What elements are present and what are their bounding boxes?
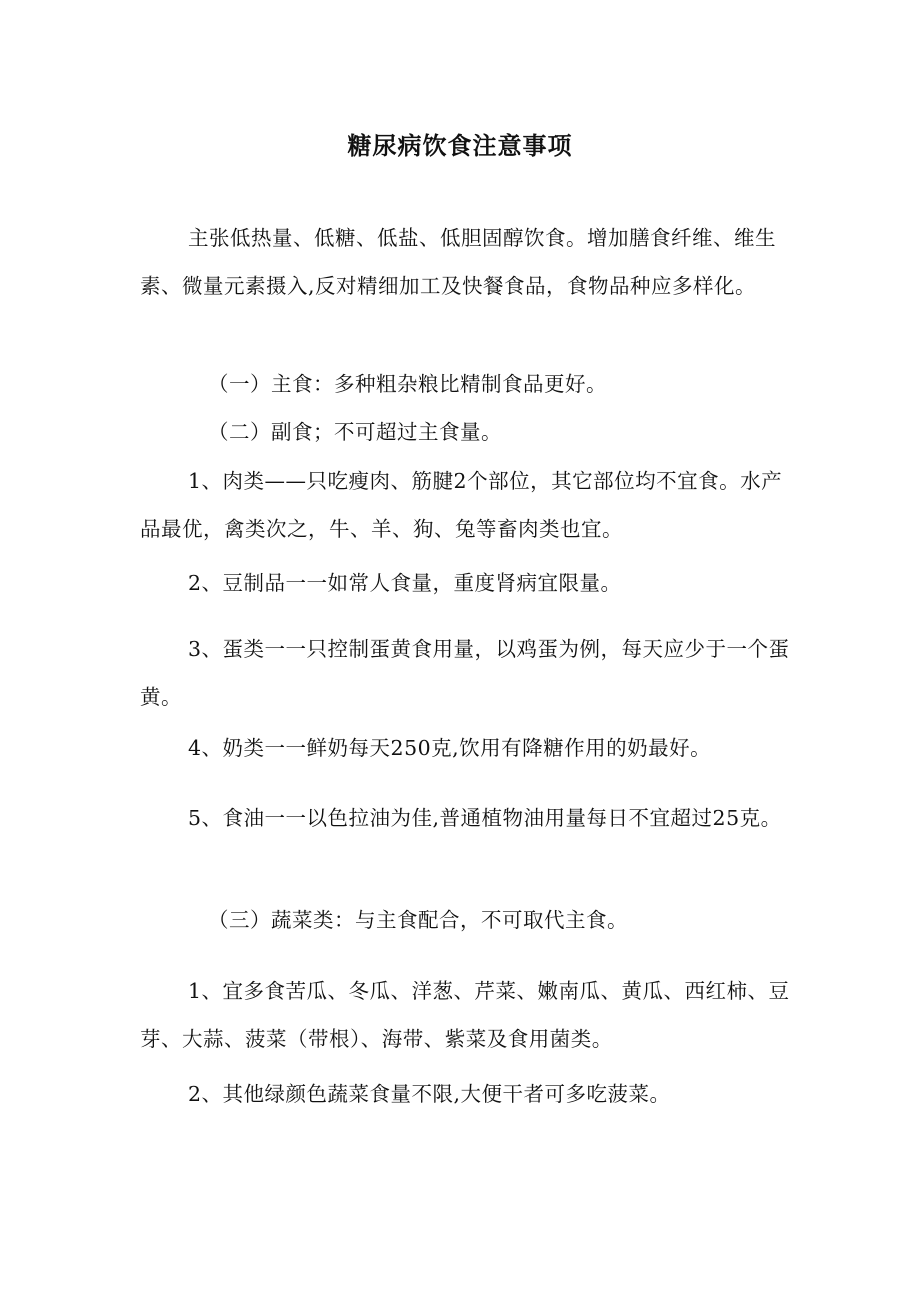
section-non-staple-food: （二）副食；不可超过主食量。 <box>208 420 502 444</box>
document-title: 糖尿病饮食注意事项 <box>347 132 573 160</box>
item-soy-products: 2、豆制品一一如常人食量，重度肾病宜限量。 <box>188 571 622 595</box>
section-staple-food: （一）主食：多种粗杂粮比精制食品更好。 <box>208 372 607 396</box>
item-eggs: 3、蛋类一一只控制蛋黄食用量，以鸡蛋为例，每天应少于一个蛋黄。 <box>140 637 790 709</box>
item-oil: 5、食油一一以色拉油为佳,普通植物油用量每日不宜超过25克。 <box>188 806 782 830</box>
section-vegetables: （三）蔬菜类：与主食配合，不可取代主食。 <box>208 908 628 932</box>
item-green-vegetables: 2、其他绿颜色蔬菜食量不限,大便干者可多吃菠菜。 <box>188 1082 671 1106</box>
item-recommended-vegetables: 1、宜多食苦瓜、冬瓜、洋葱、芹菜、嫩南瓜、黄瓜、西红柿、豆芽、大蒜、菠菜（带根）、海带、紫菜及食用菌类。 <box>140 979 790 1051</box>
item-meat: 1、肉类——只吃瘦肉、筋腱2个部位，其它部位均不宜食。水产品最优，禽类次之，牛、羊、狗、兔等畜肉类也宜。 <box>140 469 783 541</box>
intro-paragraph: 主张低热量、低糖、低盐、低胆固醇饮食。增加膳食纤维、维生素、微量元素摄入,反对精细加工及快餐食品，食物品种应多样化。 <box>140 226 776 298</box>
item-milk: 4、奶类一一鲜奶每天250克,饮用有降糖作用的奶最好。 <box>188 736 712 760</box>
